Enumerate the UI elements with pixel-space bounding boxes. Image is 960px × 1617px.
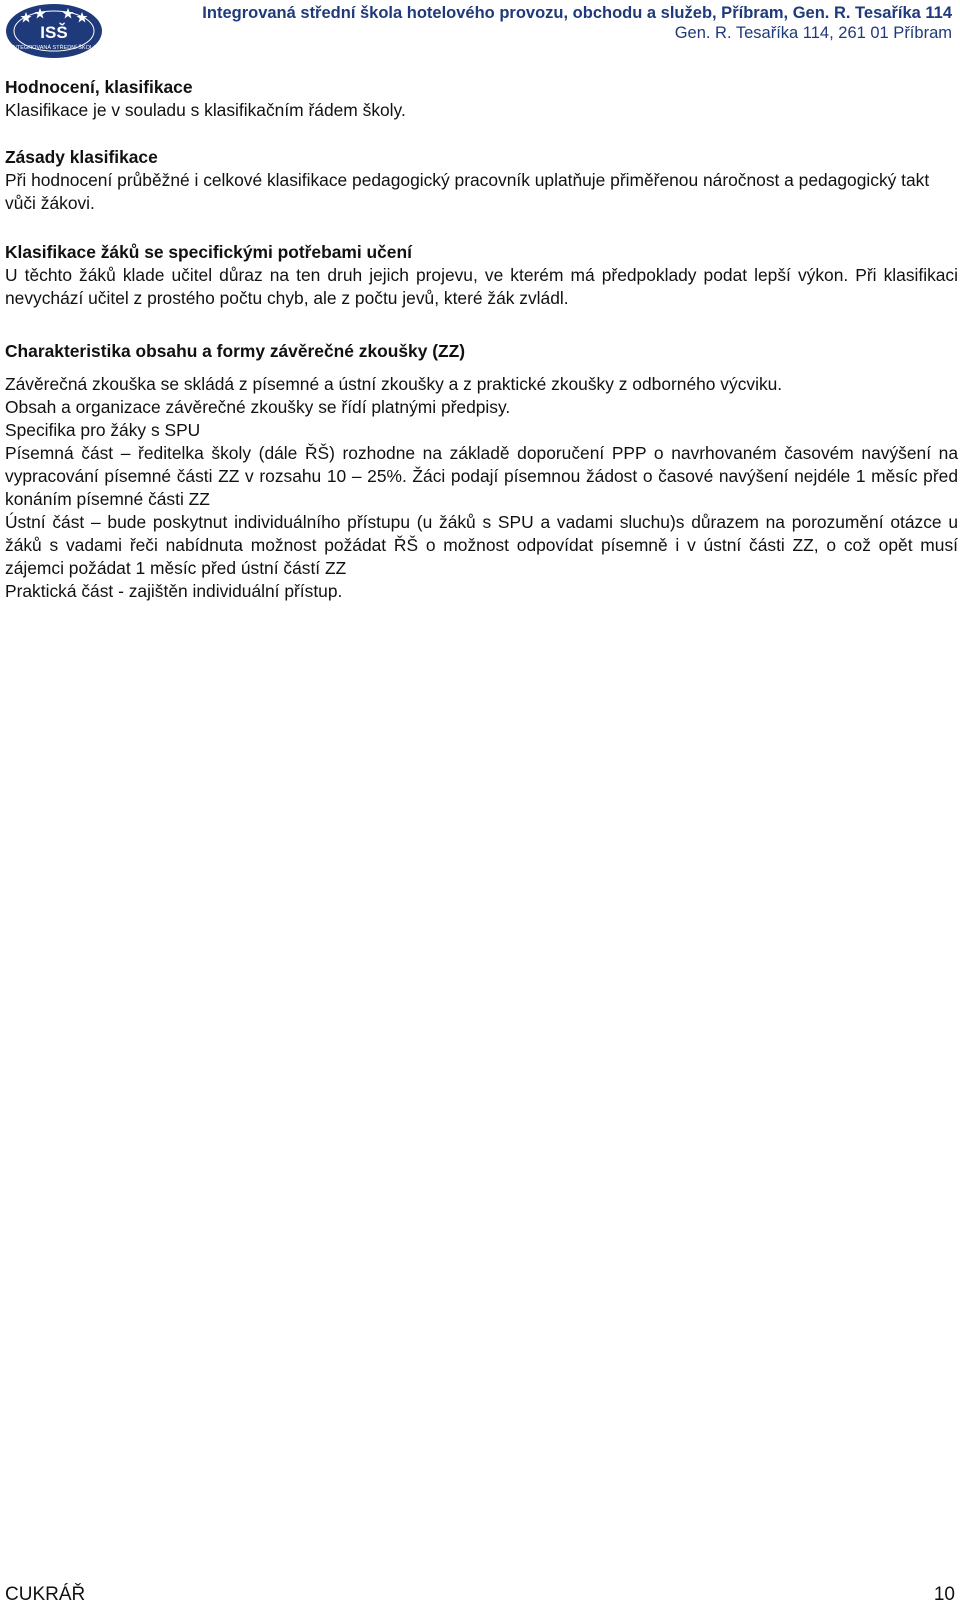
section-heading-hodnoceni: Hodnocení, klasifikace xyxy=(5,77,193,97)
zz-paragraph-2: Obsah a organizace závěrečné zkoušky se řídí platnými předpisy. xyxy=(5,397,511,417)
section-heading-spu: Klasifikace žáků se specifickými potřebami učení xyxy=(5,242,412,262)
logo-text: ISŠ xyxy=(40,23,68,42)
page-header xyxy=(0,0,960,62)
zz-paragraph-6: Praktická část - zajištěn individuální přístup. xyxy=(5,581,343,601)
section-heading-zasady: Zásady klasifikace xyxy=(5,147,158,167)
header-school-address: Gen. R. Tesaříka 114, 261 01 Příbram xyxy=(674,24,952,42)
logo-ring-text: INTEGROVANÁ STŘEDNÍ ŠKOLA xyxy=(11,45,97,51)
section-text-hodnoceni: Klasifikace je v souladu s klasifikačním řádem školy. xyxy=(5,100,406,120)
zz-paragraph-3: Specifika pro žáky s SPU xyxy=(5,420,201,440)
school-logo-icon xyxy=(4,2,104,60)
section-text-zasady: Při hodnocení průběžné i celkové klasifikace pedagogický pracovník uplatňuje přiměřenou náročnost a pedagogický takt vůči žákovi. xyxy=(5,170,930,213)
zz-paragraph-1: Závěrečná zkouška se skládá z písemné a ústní zkoušky a z praktické zkoušky z odborného výcviku. xyxy=(5,374,783,394)
footer-program-name: CUKRÁŘ xyxy=(5,1584,86,1605)
document-body xyxy=(5,76,958,603)
page-footer xyxy=(5,1584,955,1610)
header-school-name: Integrovaná střední škola hotelového provozu, obchodu a služeb, Příbram, Gen. R. Tesaříka 114 xyxy=(202,4,952,22)
zz-paragraph-4: Písemná část – ředitelka školy (dále ŘŠ) rozhodne na základě doporučení PPP o navrhovaném časovém navýšení na vypracování písemné části ZZ v rozsahu 10 – 25%. Žáci podají písemnou žádost o časové navýšení nejdéle 1 měsíc před konáním písemné části ZZ xyxy=(5,443,958,509)
section-heading-zz: Charakteristika obsahu a formy závěrečné zkoušky (ZZ) xyxy=(5,341,466,361)
zz-paragraph-5: Ústní část – bude poskytnut individuálního přístupu (u žáků s SPU a vadami sluchu)s důrazem na porozumění otázce u žáků s vadami řeči nabídnuta možnost požádat ŘŠ o možnost odpovídat písemně i v ústní části ZZ, o což opět musí zájemci požádat 1 měsíc před ústní částí ZZ xyxy=(5,512,958,578)
page-number: 10 xyxy=(933,1584,955,1605)
section-text-spu: U těchto žáků klade učitel důraz na ten druh jejich projevu, ve kterém má předpoklady podat lepší výkon. Při klasifikaci nevychází učitel z prostého počtu chyb, ale z počtu jevů, které žák zvládl. xyxy=(5,265,958,308)
